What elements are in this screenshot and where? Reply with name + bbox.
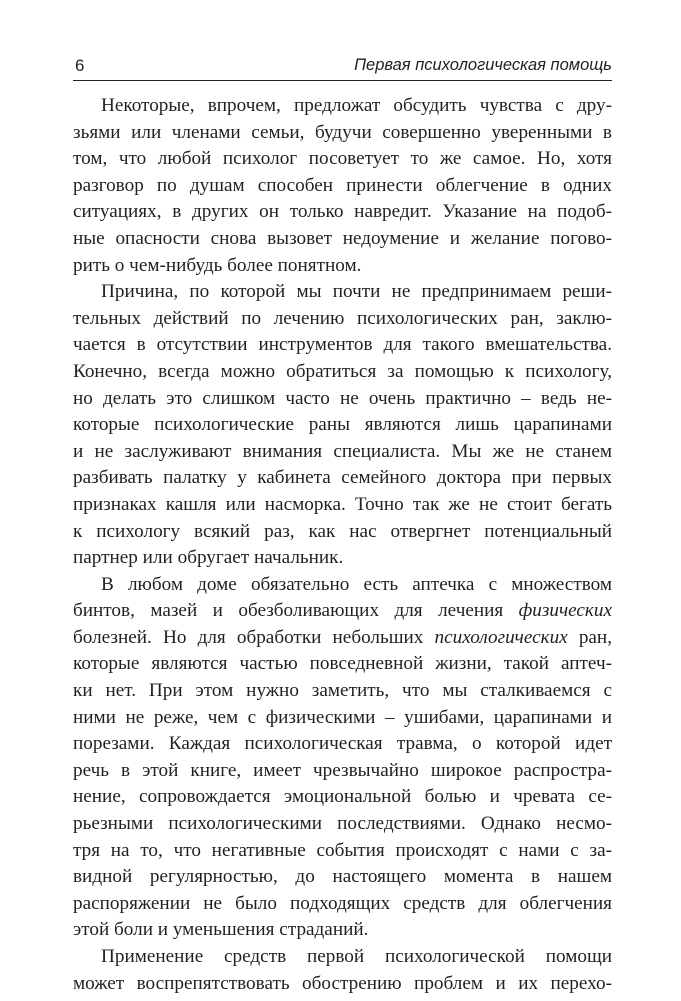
text-line: В любом доме обязательно есть аптечка с множеством — [101, 573, 612, 595]
text-line: к психологу всякий раз, как нас отвергнет потенциальный — [73, 520, 612, 542]
text-line: болезней. Но для обработки небольших психологических ран, — [73, 626, 612, 648]
text-line: Некоторые, впрочем, предложат обсудить чувства с дру- — [101, 95, 612, 116]
text-line: которые психологические раны являются лишь царапинами — [73, 414, 612, 436]
text-line: разговор по душам способен принести облегчение в одних — [73, 174, 612, 196]
paragraph — [73, 572, 612, 944]
text-line: порезами. Каждая психологическая травма, о которой идет — [73, 733, 612, 755]
text-line: признаках кашля или насморка. Точно так же не стоит бегать — [73, 493, 612, 515]
paragraph — [73, 944, 612, 997]
emphasis: психологических — [434, 626, 568, 648]
running-title: Первая психологическая помощь — [354, 56, 612, 74]
emphasis: физических — [518, 600, 612, 622]
text-line: том, что любой психолог посоветует то же самое. Но, хотя — [73, 148, 612, 170]
text-line: ними не реже, чем с физическими – ушибами, царапинами и — [73, 706, 612, 728]
text-line: ные опасности снова вызовет недоумение и желание погово- — [73, 227, 612, 249]
text-line: партнер или обругает начальник. — [73, 547, 344, 569]
text-line: рьезными психологическими последствиями. Однако несмо- — [73, 813, 612, 835]
text-line: бинтов, мазей и обезболивающих для лечения физических — [73, 600, 612, 622]
text-line: разбивать палатку у кабинета семейного доктора при первых — [73, 467, 612, 489]
text-line: может воспрепятствовать обострению проблем и их перехо- — [73, 972, 612, 994]
text-line: ки нет. При этом нужно заметить, что мы сталкиваемся с — [73, 680, 612, 702]
text-line: нение, сопровождается эмоциональной болью и чревата се- — [73, 786, 612, 808]
text-line: которые являются частью повседневной жизни, такой аптеч- — [73, 653, 612, 675]
text-line: этой боли и уменьшения страданий. — [73, 919, 369, 941]
text-line: но делать это слишком часто не очень практично – ведь не- — [73, 387, 612, 409]
text-line: ситуациях, в других он только навредит. Указание на подоб- — [73, 201, 612, 223]
text-line: распоряжении не было подходящих средств для облегчения — [73, 892, 612, 914]
page-number: 6 — [75, 56, 85, 75]
text-line: рить о чем-нибудь более понятном. — [73, 254, 362, 276]
text-line: тельных действий по лечению психологических ран, заклю- — [73, 307, 612, 329]
text-line: видной регулярностью, до настоящего момента в нашем — [73, 866, 612, 888]
text-line: чается в отсутствии инструментов для такого вмешательства. — [73, 334, 612, 356]
running-header — [73, 44, 612, 81]
paragraph — [73, 93, 612, 279]
body-text — [73, 93, 612, 997]
text-line: Причина, по которой мы почти не предпринимаем реши- — [101, 281, 612, 303]
paragraph — [73, 279, 612, 572]
text-line: тря на то, что негативные события происходят с нами с за- — [73, 839, 612, 861]
text-line: зьями или членами семьи, будучи совершенно уверенными в — [73, 121, 612, 143]
text-line: Применение средств первой психологической помощи — [101, 946, 612, 967]
text-line: речь в этой книге, имеет чрезвычайно широкое распростра- — [73, 759, 612, 781]
text-line: Конечно, всегда можно обратиться за помощью к психологу, — [73, 360, 612, 382]
text-line: и не заслуживают внимания специалиста. Мы же не станем — [73, 440, 612, 462]
